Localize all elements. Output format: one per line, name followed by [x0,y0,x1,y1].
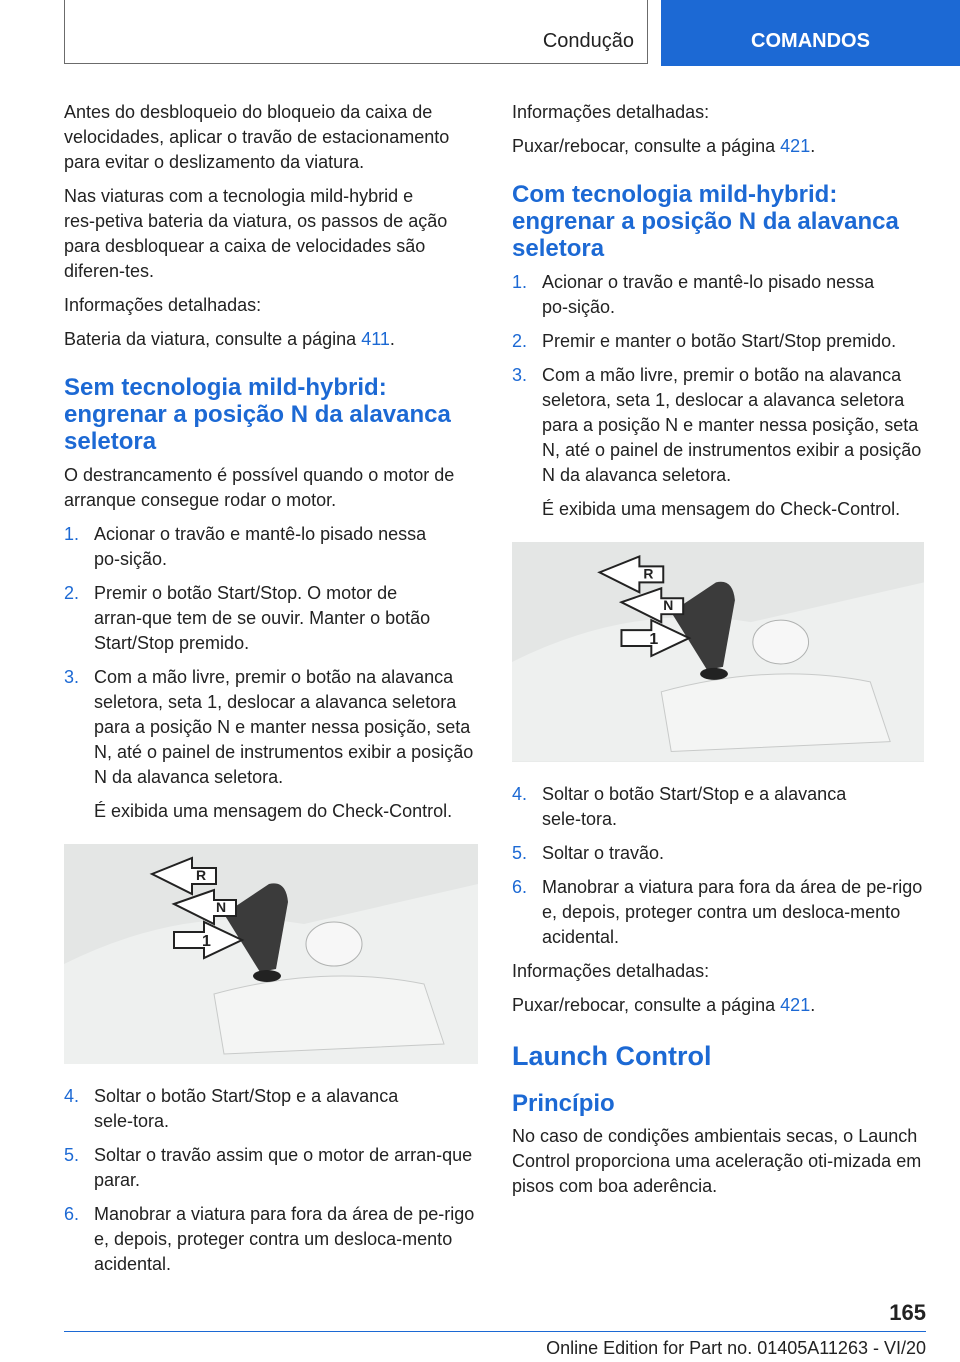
step-number: 2. [64,583,80,603]
page-number: 165 [889,1300,926,1325]
page-link-421[interactable]: 421 [780,995,811,1015]
launch-control-heading: Launch Control [512,1041,712,1071]
right-paragraph-5: No caso de condições ambientais secas, o Launch Control proporciona uma aceleração oti‑mizada em pisos com boa aderência. [512,1126,922,1196]
principle-heading: Princípio [512,1090,615,1117]
list-item [64,522,478,572]
right-ref-end: . [810,995,816,1015]
step-text: Com a mão livre, premir o botão na alavanca seletora, seta 1, deslocar a alavanca seletora para a posição N e manter nessa posição, seta N, até o painel de instrumentos exibir a posição N da alavanca seletora. [94,667,474,787]
step-text: Soltar o travão assim que o motor de arran‑que parar. [94,1145,473,1190]
left-steps-1 [64,522,478,790]
left-intro: O destrancamento é possível quando o motor de arranque consegue rodar o motor. [64,465,455,510]
figure-label-r: R [196,867,207,883]
left-paragraph-4 [64,327,478,352]
right-column [512,100,924,1208]
step-text: Acionar o travão e mantê‑lo pisado nessa po‑sição. [94,524,427,569]
step-text: Acionar o travão e mantê‑lo pisado nessa po‑sição. [542,272,875,317]
list-item [64,665,478,790]
step-text: Soltar o botão Start/Stop e a alavanca sele‑tora. [94,1086,399,1131]
left-paragraph-2: Nas viaturas com a tecnologia mild‑hybrid e res‑petiva bateria da viatura, os passos de ação para desbloquear a caixa de velocidades são diferen‑tes. [64,186,448,281]
right-ref-text: Puxar/rebocar, consulte a página [512,136,781,156]
left-section-heading: Sem tecnologia mild‑hybrid: engrenar a posição N da alavanca seletora [64,374,451,455]
header-tab[interactable] [661,0,960,66]
left-ref-text: Bateria da viatura, consulte a página [64,329,362,349]
right-paragraph-3: Informações detalhadas: [512,961,710,981]
list-item [512,363,924,488]
step-number: 2. [512,331,528,351]
edition-note: Online Edition for Part no. 01405A11263 - VI/20 [546,1338,926,1358]
step-number: 5. [64,1145,80,1165]
step-number: 1. [512,272,528,292]
right-note: É exibida uma mensagem do Check‑Control. [542,499,901,519]
list-item [512,782,924,832]
right-steps-1 [512,270,924,488]
figure-label-n: N [663,597,674,614]
list-item [512,875,924,950]
figure-label-1: 1 [202,933,211,950]
left-ref-end: . [389,329,395,349]
list-item [64,1202,478,1277]
step-number: 4. [512,784,528,804]
right-steps-2 [512,782,924,950]
step-number: 3. [64,667,80,687]
list-item [64,1143,478,1193]
footer-divider [64,1331,926,1332]
left-note: É exibida uma mensagem do Check‑Control. [94,801,453,821]
left-column [64,100,478,1286]
figure-label-1: 1 [649,631,659,649]
left-paragraph-3: Informações detalhadas: [64,295,262,315]
page-link-421[interactable]: 421 [780,136,811,156]
gear-selector-svg [512,542,924,762]
step-text: Premir e manter o botão Start/Stop premido. [542,331,897,351]
right-paragraph-2 [512,134,924,159]
gear-selector-illustration [512,542,924,762]
step-text: Manobrar a viatura para fora da área de pe‑rigo e, depois, proteger contra um desloca‑mento acidental. [542,877,923,947]
right-ref-text: Puxar/rebocar, consulte a página [512,995,781,1015]
step-text: Com a mão livre, premir o botão na alavanca seletora, seta 1, deslocar a alavanca seletora para a posição N e manter nessa posição, seta N, até o painel de instrumentos exibir a posição N da alavanca seletora. [542,365,922,485]
list-item [512,329,924,354]
figure-label-n: N [216,899,227,915]
list-item [512,270,924,320]
right-ref-end: . [810,136,816,156]
right-paragraph-4 [512,993,924,1018]
page-link-411[interactable]: 411 [361,329,390,349]
step-text: Premir o botão Start/Stop. O motor de arran‑que tem de se ouvir. Manter o botão Start/Stop premido. [94,583,431,653]
step-number: 6. [64,1204,80,1224]
gear-selector-illustration [64,844,478,1064]
step-number: 6. [512,877,528,897]
step-text: Manobrar a viatura para fora da área de pe‑rigo e, depois, proteger contra um desloca‑mento acidental. [94,1204,475,1274]
step-number: 5. [512,843,528,863]
list-item [512,841,924,866]
step-number: 4. [64,1086,80,1106]
list-item [64,581,478,656]
step-number: 1. [64,524,80,544]
left-paragraph-1: Antes do desbloqueio do bloqueio da caixa de velocidades, aplicar o travão de estacionamento para evitar o deslizamento da viatura. [64,102,450,172]
list-item [64,1084,478,1134]
gear-selector-svg [64,844,478,1064]
right-section-heading: Com tecnologia mild‑hybrid: engrenar a posição N da alavanca seletora [512,181,899,262]
step-text: Soltar o botão Start/Stop e a alavanca sele‑tora. [542,784,847,829]
left-steps-2 [64,1084,478,1277]
step-text: Soltar o travão. [542,843,665,863]
header-section-title: Condução [542,30,634,52]
right-paragraph-1: Informações detalhadas: [512,102,710,122]
figure-label-r: R [643,565,654,582]
header-tab-label: COMANDOS [751,29,870,52]
step-number: 3. [512,365,528,385]
